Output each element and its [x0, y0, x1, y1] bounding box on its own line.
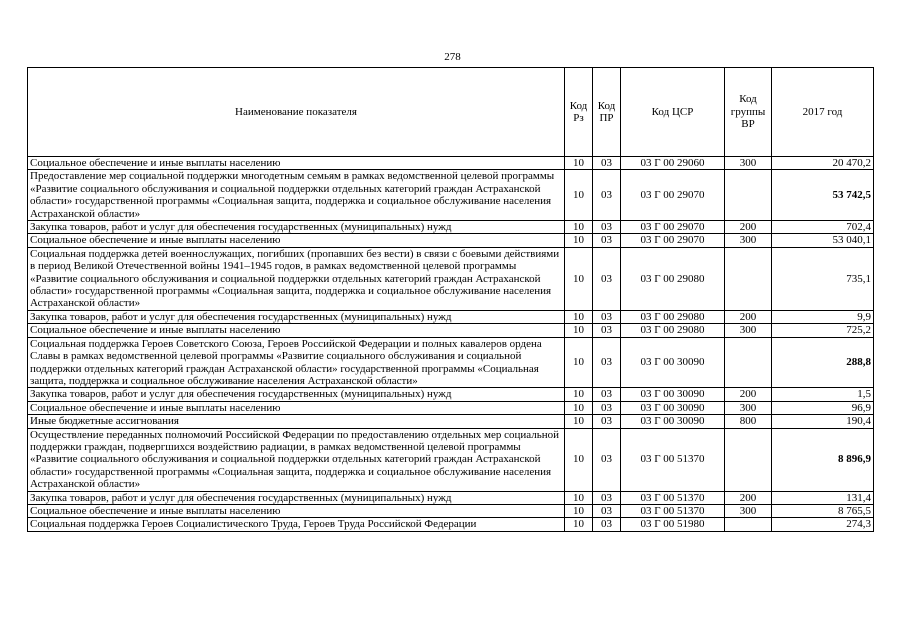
row-amount: 53 040,1	[772, 234, 874, 247]
row-amount: 735,1	[772, 247, 874, 310]
row-vr: 300	[725, 234, 772, 247]
row-amount: 9,9	[772, 310, 874, 323]
row-pr: 03	[593, 170, 621, 221]
row-name: Предоставление мер социальной поддержки многодетным семьям в рамках ведомственной целевой программы «Развитие социального обслуживания и социальной поддержки отдельных категорий граждан Астраханской области» государственной программы «Социальная защита, поддержка и социальное обслуживание населения Астраханской области»	[28, 170, 565, 221]
row-name: Социальная поддержка детей военнослужащих, погибших (пропавших без вести) в связи с боевыми действиями в период Великой Отечественной войны 1941–1945 годов, в рамках ведомственной целевой программы «Развитие социального обслуживания и социальной поддержки отдельных категорий граждан Астраханской области» государственной программы «Социальная защита, поддержка и социальное обслуживание населения Астраханской области»	[28, 247, 565, 310]
row-amount: 8 765,5	[772, 504, 874, 517]
row-name: Социальная поддержка Героев Советского Союза, Героев Российской Федерации и полных кавалеров ордена Славы в рамках ведомственной целевой программы «Развитие социального обслуживания и социальной поддержки отдельных категорий граждан Астраханской области» государственной программы «Социальная защита, поддержка и социальное обслуживание населения Астраханской области»	[28, 337, 565, 388]
row-vr: 300	[725, 401, 772, 414]
row-name: Закупка товаров, работ и услуг для обеспечения государственных (муниципальных) нужд	[28, 388, 565, 401]
table-row	[28, 388, 874, 401]
row-rz: 10	[565, 491, 593, 504]
row-amount: 288,8	[772, 337, 874, 388]
table-row	[28, 157, 874, 170]
row-rz: 10	[565, 428, 593, 491]
row-pr: 03	[593, 428, 621, 491]
row-pr: 03	[593, 247, 621, 310]
table-row	[28, 337, 874, 388]
budget-table	[27, 67, 874, 532]
row-rz: 10	[565, 337, 593, 388]
row-vr: 300	[725, 157, 772, 170]
row-amount: 96,9	[772, 401, 874, 414]
table-row	[28, 247, 874, 310]
row-rz: 10	[565, 247, 593, 310]
row-pr: 03	[593, 518, 621, 531]
header-rz: Код Рз	[565, 68, 593, 157]
row-pr: 03	[593, 337, 621, 388]
row-amount: 702,4	[772, 221, 874, 234]
row-amount: 8 896,9	[772, 428, 874, 491]
row-amount: 1,5	[772, 388, 874, 401]
row-csr: 03 Г 00 29070	[621, 234, 725, 247]
row-name: Социальное обеспечение и иные выплаты населению	[28, 504, 565, 517]
row-csr: 03 Г 00 29070	[621, 170, 725, 221]
row-csr: 03 Г 00 29080	[621, 324, 725, 337]
page-number: 278	[444, 51, 461, 63]
row-csr: 03 Г 00 51370	[621, 491, 725, 504]
row-vr: 300	[725, 504, 772, 517]
table-row	[28, 401, 874, 414]
row-vr: 200	[725, 388, 772, 401]
row-rz: 10	[565, 221, 593, 234]
table-row	[28, 518, 874, 531]
table-row	[28, 221, 874, 234]
row-csr: 03 Г 00 30090	[621, 415, 725, 428]
header-pr: Код ПР	[593, 68, 621, 157]
row-pr: 03	[593, 401, 621, 414]
row-csr: 03 Г 00 30090	[621, 388, 725, 401]
row-rz: 10	[565, 415, 593, 428]
row-csr: 03 Г 00 29080	[621, 247, 725, 310]
row-rz: 10	[565, 170, 593, 221]
row-amount: 53 742,5	[772, 170, 874, 221]
row-vr: 200	[725, 310, 772, 323]
row-vr	[725, 170, 772, 221]
row-vr: 800	[725, 415, 772, 428]
header-name: Наименование показателя	[28, 68, 565, 157]
row-vr	[725, 518, 772, 531]
row-rz: 10	[565, 157, 593, 170]
row-amount: 190,4	[772, 415, 874, 428]
row-name: Закупка товаров, работ и услуг для обеспечения государственных (муниципальных) нужд	[28, 491, 565, 504]
table-row	[28, 491, 874, 504]
table-row	[28, 504, 874, 517]
table-row	[28, 234, 874, 247]
header-row	[28, 68, 874, 157]
row-rz: 10	[565, 401, 593, 414]
row-rz: 10	[565, 518, 593, 531]
row-name: Закупка товаров, работ и услуг для обеспечения государственных (муниципальных) нужд	[28, 310, 565, 323]
row-amount: 725,2	[772, 324, 874, 337]
row-pr: 03	[593, 234, 621, 247]
row-rz: 10	[565, 324, 593, 337]
table-row	[28, 415, 874, 428]
header-csr: Код ЦСР	[621, 68, 725, 157]
row-csr: 03 Г 00 30090	[621, 401, 725, 414]
row-vr: 200	[725, 491, 772, 504]
header-year: 2017 год	[772, 68, 874, 157]
row-csr: 03 Г 00 29070	[621, 221, 725, 234]
row-vr: 200	[725, 221, 772, 234]
row-csr: 03 Г 00 51980	[621, 518, 725, 531]
row-rz: 10	[565, 504, 593, 517]
row-vr	[725, 337, 772, 388]
row-amount: 131,4	[772, 491, 874, 504]
row-pr: 03	[593, 504, 621, 517]
row-csr: 03 Г 00 51370	[621, 504, 725, 517]
table-row	[28, 170, 874, 221]
row-csr: 03 Г 00 51370	[621, 428, 725, 491]
row-pr: 03	[593, 415, 621, 428]
row-rz: 10	[565, 310, 593, 323]
table-row	[28, 310, 874, 323]
row-pr: 03	[593, 491, 621, 504]
row-csr: 03 Г 00 29060	[621, 157, 725, 170]
row-name: Социальное обеспечение и иные выплаты населению	[28, 234, 565, 247]
row-name: Социальное обеспечение и иные выплаты населению	[28, 324, 565, 337]
row-vr	[725, 247, 772, 310]
row-name: Социальное обеспечение и иные выплаты населению	[28, 157, 565, 170]
row-pr: 03	[593, 310, 621, 323]
row-pr: 03	[593, 388, 621, 401]
row-amount: 20 470,2	[772, 157, 874, 170]
row-name: Закупка товаров, работ и услуг для обеспечения государственных (муниципальных) нужд	[28, 221, 565, 234]
row-name: Социальное обеспечение и иные выплаты населению	[28, 401, 565, 414]
row-pr: 03	[593, 157, 621, 170]
table-row	[28, 428, 874, 491]
row-vr	[725, 428, 772, 491]
table-row	[28, 324, 874, 337]
row-rz: 10	[565, 388, 593, 401]
row-rz: 10	[565, 234, 593, 247]
row-name: Иные бюджетные ассигнования	[28, 415, 565, 428]
row-amount: 274,3	[772, 518, 874, 531]
row-pr: 03	[593, 221, 621, 234]
row-csr: 03 Г 00 30090	[621, 337, 725, 388]
row-name: Осуществление переданных полномочий Российской Федерации по предоставлению отдельных мер социальной поддержки граждан, подвергшихся воздействию радиации, в рамках ведомственной целевой программы «Развитие социального обслуживания и социальной поддержки отдельных категорий граждан Астраханской области» государственной программы «Социальная защита, поддержка и социальное обслуживание населения Астраханской области»	[28, 428, 565, 491]
row-vr: 300	[725, 324, 772, 337]
row-csr: 03 Г 00 29080	[621, 310, 725, 323]
row-name: Социальная поддержка Героев Социалистического Труда, Героев Труда Российской Федерации	[28, 518, 565, 531]
row-pr: 03	[593, 324, 621, 337]
header-vr: Код группы ВР	[725, 68, 772, 157]
